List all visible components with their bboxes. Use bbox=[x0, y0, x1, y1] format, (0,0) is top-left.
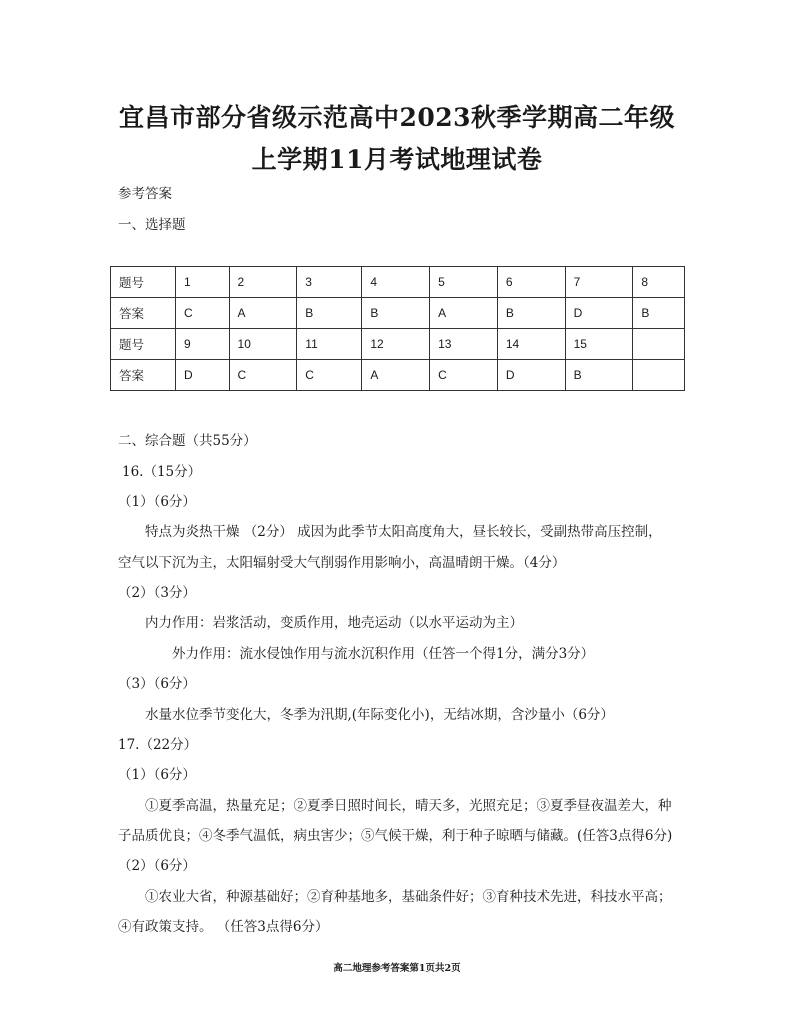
table-cell: 5 bbox=[430, 267, 498, 298]
table-cell: 2 bbox=[229, 267, 297, 298]
q17-part1-answer-line-1: ①夏季高温，热量充足；②夏季日照时间长，晴天多，光照充足；③夏季昼夜温差大，种 bbox=[145, 798, 672, 814]
table-row bbox=[111, 298, 685, 329]
table-cell: 11 bbox=[297, 329, 362, 360]
table-row-header: 题号 bbox=[111, 329, 176, 360]
table-row bbox=[111, 360, 685, 391]
table-row-header: 题号 bbox=[111, 267, 176, 298]
table-cell: C bbox=[297, 360, 362, 391]
q17-part1-heading: （1）（6分） bbox=[118, 767, 196, 783]
q17-part2-answer-line-1: ①农业大省，种源基础好；②育种基地多，基础条件好；③育种技术先进，科技水平高； bbox=[145, 889, 672, 905]
table-cell: A bbox=[229, 298, 297, 329]
q17-part2-answer-line-2: ④有政策支持。 （任答3点得6分） bbox=[118, 919, 329, 935]
section-choice-heading: 一、选择题 bbox=[118, 217, 186, 233]
table-cell: D bbox=[565, 298, 633, 329]
table-cell bbox=[633, 329, 685, 360]
q16-part2-heading: （2）（3分） bbox=[118, 585, 196, 601]
table-cell: C bbox=[229, 360, 297, 391]
table-cell: 15 bbox=[565, 329, 633, 360]
table-cell: A bbox=[430, 298, 498, 329]
table-row-header: 答案 bbox=[111, 360, 176, 391]
page-title-line-1: 宜昌市部分省级示范高中2023秋季学期高二年级 bbox=[118, 103, 676, 132]
table-cell: 4 bbox=[362, 267, 430, 298]
q16-part1-answer-line-2: 空气以下沉为主，太阳辐射受大气削弱作用影响小，高温晴朗干燥。（4分） bbox=[118, 555, 566, 571]
table-cell: 14 bbox=[497, 329, 565, 360]
table-cell: 1 bbox=[176, 267, 230, 298]
q17-part1-answer-line-2: 子品质优良；④冬季气温低，病虫害少；⑤气候干燥，利于种子晾晒与储藏。(任答3点得6分) bbox=[118, 828, 673, 844]
q16-part3-answer: 水量水位季节变化大，冬季为汛期,(年际变化小)，无结冰期，含沙量小（6分） bbox=[145, 707, 614, 723]
table-cell: 8 bbox=[633, 267, 685, 298]
table-cell: 12 bbox=[362, 329, 430, 360]
table-cell bbox=[633, 360, 685, 391]
table-cell: B bbox=[633, 298, 685, 329]
q16-part1-heading: （1）（6分） bbox=[118, 494, 196, 510]
table-cell: 10 bbox=[229, 329, 297, 360]
section-comprehensive-heading: 二、综合题（共55分） bbox=[118, 433, 257, 449]
table-cell: B bbox=[362, 298, 430, 329]
table-cell: C bbox=[430, 360, 498, 391]
table-cell: A bbox=[362, 360, 430, 391]
table-row bbox=[111, 267, 685, 298]
table-row bbox=[111, 329, 685, 360]
table-cell: 9 bbox=[176, 329, 230, 360]
page-title-line-2: 上学期11月考试地理试卷 bbox=[251, 145, 543, 174]
table-cell: 7 bbox=[565, 267, 633, 298]
q16-part2-internal-forces: 内力作用：岩浆活动，变质作用，地壳运动（以水平运动为主） bbox=[145, 615, 523, 631]
answer-table bbox=[110, 266, 685, 391]
table-cell: D bbox=[497, 360, 565, 391]
q17-part2-heading: （2）（6分） bbox=[118, 858, 196, 874]
q16-part1-answer-line-1: 特点为炎热干燥 （2分） 成因为此季节太阳高度角大，昼长较长，受副热带高压控制， bbox=[145, 524, 662, 540]
q16-part2-external-forces: 外力作用：流水侵蚀作用与流水沉积作用（任答一个得1分，满分3分） bbox=[172, 646, 595, 662]
page-footer: 高二地理参考答案第1页共2页 bbox=[333, 963, 461, 974]
table-cell: C bbox=[176, 298, 230, 329]
table-cell: B bbox=[497, 298, 565, 329]
reference-answer-label: 参考答案 bbox=[118, 186, 172, 202]
q16-part3-heading: （3）（6分） bbox=[118, 676, 196, 692]
table-row-header: 答案 bbox=[111, 298, 176, 329]
question-16-heading: 16.（15分） bbox=[122, 464, 202, 480]
table-cell: 13 bbox=[430, 329, 498, 360]
question-17-heading: 17.（22分） bbox=[118, 737, 198, 753]
table-cell: B bbox=[565, 360, 633, 391]
table-cell: 3 bbox=[297, 267, 362, 298]
table-cell: 6 bbox=[497, 267, 565, 298]
table-cell: D bbox=[176, 360, 230, 391]
table-cell: B bbox=[297, 298, 362, 329]
